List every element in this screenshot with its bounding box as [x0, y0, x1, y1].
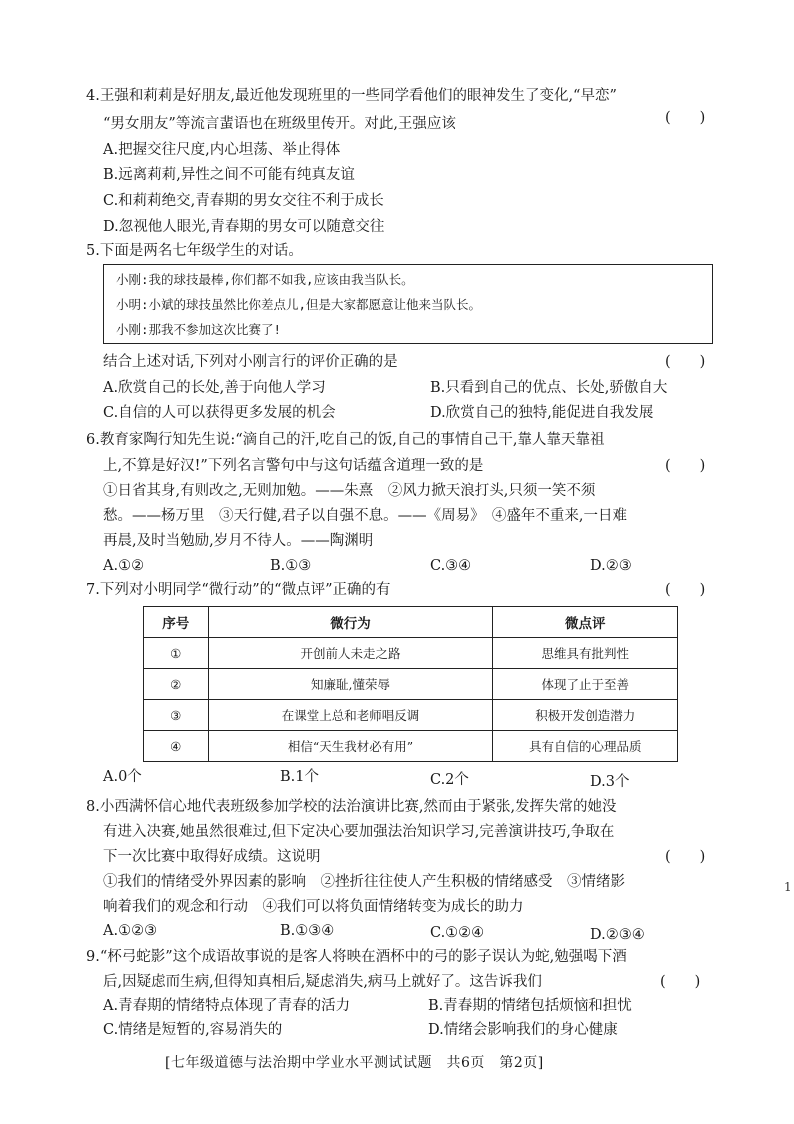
q4-option-b: B.远离莉莉,异性之间不可能有纯真友谊 — [103, 167, 355, 183]
row-index: ② — [144, 669, 209, 700]
q6-option-b: B.①③ — [270, 558, 312, 574]
dialog-line: 小刚:我的球技最棒,你们都不如我,应该由我当队长。 — [116, 272, 414, 287]
row-index: ④ — [144, 731, 209, 762]
row-comment: 具有自信的心理品质 — [493, 731, 678, 762]
q6-quote-line1: ①日省其身,有则改之,无则加勉。——朱熹 ②风力掀天浪打头,只须一笑不须 — [103, 483, 596, 499]
q7-option-c: C.2个 — [430, 772, 469, 788]
q9-option-d: D.情绪会影响我们的身心健康 — [428, 1022, 618, 1038]
q9-option-c: C.情绪是短暂的,容易消失的 — [103, 1022, 283, 1038]
q9-option-a: A.青春期的情绪特点体现了青春的活力 — [103, 998, 351, 1014]
q8-option-d: D.②③④ — [590, 927, 645, 943]
q6-quote-line2: 愁。——杨万里 ③天行健,君子以自强不息。——《周易》 ④盛年不重来,一日难 — [103, 508, 627, 524]
row-action: 开创前人未走之路 — [208, 638, 493, 669]
q8-stem-line3: 下一次比赛中取得好成绩。这说明 — [103, 849, 321, 865]
q5-option-b: B.只看到自己的优点、长处,骄傲自大 — [430, 380, 668, 396]
q6-option-a: A.①② — [103, 558, 145, 574]
q4-stem-line1: 4.王强和莉莉是好朋友,最近他发现班里的一些同学看他们的眼神发生了变化,“早恋” — [86, 88, 617, 104]
q5-option-c: C.自信的人可以获得更多发展的机会 — [103, 405, 336, 421]
q8-statements-line1: ①我们的情绪受外界因素的影响 ②挫折往往使人产生积极的情绪感受 ③情绪影 — [103, 874, 625, 890]
margin-mark: 1 — [784, 880, 792, 894]
header-action: 微行为 — [208, 607, 493, 638]
q4-answer-paren: ( ) — [665, 110, 706, 126]
row-action: 知廉耻,懂荣辱 — [208, 669, 493, 700]
row-comment: 体现了止于至善 — [493, 669, 678, 700]
q8-option-b: B.①③④ — [280, 923, 335, 939]
q6-option-c: C.③④ — [430, 558, 472, 574]
q4-option-a: A.把握交往尺度,内心坦荡、举止得体 — [103, 142, 341, 158]
q9-option-b: B.青春期的情绪包括烦恼和担忧 — [428, 998, 632, 1014]
row-action: 相信“天生我材必有用” — [208, 731, 493, 762]
q9-stem-line2: 后,因疑虑而生病,但得知真相后,疑虑消失,病马上就好了。这告诉我们 — [103, 974, 542, 990]
q6-stem-line1: 6.教育家陶行知先生说:“滴自己的汗,吃自己的饭,自己的事情自己干,靠人靠天靠祖 — [86, 432, 605, 448]
row-comment: 思维具有批判性 — [493, 638, 678, 669]
page-footer: [七年级道德与法治期中学业水平测试试题 共6页 第2页] — [165, 1055, 544, 1071]
q4-stem-line2: “男女朋友”等流言蜚语也在班级里传开。对此,王强应该 — [103, 116, 456, 132]
header-index: 序号 — [144, 607, 209, 638]
table-header-row — [144, 607, 678, 638]
q6-answer-paren: ( ) — [665, 458, 706, 474]
q7-table — [143, 606, 678, 762]
q9-answer-paren: ( ) — [660, 974, 701, 990]
q7-answer-paren: ( ) — [665, 582, 706, 598]
table-row — [144, 731, 678, 762]
q5-stem: 5.下面是两名七年级学生的对话。 — [86, 243, 303, 259]
q7-stem: 7.下列对小明同学“微行动”的“微点评”正确的有 — [86, 582, 391, 598]
table-row — [144, 638, 678, 669]
table-row — [144, 669, 678, 700]
q7-option-b: B.1个 — [280, 769, 319, 785]
q8-option-c: C.①②④ — [430, 925, 485, 941]
table-row — [144, 700, 678, 731]
q5-option-d: D.欣赏自己的独特,能促进自我发展 — [430, 405, 654, 421]
q8-stem-line1: 8.小西满怀信心地代表班级参加学校的法治演讲比赛,然而由于紧张,发挥失常的她没 — [86, 799, 617, 815]
q8-answer-paren: ( ) — [665, 849, 706, 865]
row-index: ① — [144, 638, 209, 669]
q9-stem-line1: 9.“杯弓蛇影”这个成语故事说的是客人将映在酒杯中的弓的影子误认为蛇,勉强喝下酒 — [86, 949, 627, 965]
q4-option-c: C.和莉莉绝交,青春期的男女交往不利于成长 — [103, 193, 384, 209]
q7-option-a: A.0个 — [103, 769, 142, 785]
header-comment: 微点评 — [493, 607, 678, 638]
row-index: ③ — [144, 700, 209, 731]
dialog-line: 小明:小斌的球技虽然比你差点儿,但是大家都愿意让他来当队长。 — [116, 297, 482, 312]
dialog-line: 小刚:那我不参加这次比赛了! — [116, 322, 282, 337]
q6-stem-line2: 上,不算是好汉!”下列名言警句中与这句话蕴含道理一致的是 — [103, 458, 484, 474]
q5-answer-paren: ( ) — [665, 354, 706, 370]
q7-option-d: D.3个 — [590, 774, 630, 790]
q8-stem-line2: 有进入决赛,她虽然很难过,但下定决心要加强法治知识学习,完善演讲技巧,争取在 — [103, 824, 615, 840]
q5-question: 结合上述对话,下列对小刚言行的评价正确的是 — [103, 354, 398, 370]
q6-option-d: D.②③ — [590, 558, 632, 574]
q5-dialog-box — [103, 264, 713, 344]
q8-statements-line2: 响着我们的观念和行动 ④我们可以将负面情绪转变为成长的助力 — [103, 899, 524, 915]
row-comment: 积极开发创造潜力 — [493, 700, 678, 731]
row-action: 在课堂上总和老师唱反调 — [208, 700, 493, 731]
q4-option-d: D.忽视他人眼光,青春期的男女可以随意交往 — [103, 219, 385, 235]
q8-option-a: A.①②③ — [103, 923, 158, 939]
q5-option-a: A.欣赏自己的长处,善于向他人学习 — [103, 380, 326, 396]
q6-quote-line3: 再晨,及时当勉励,岁月不待人。——陶渊明 — [103, 533, 374, 549]
